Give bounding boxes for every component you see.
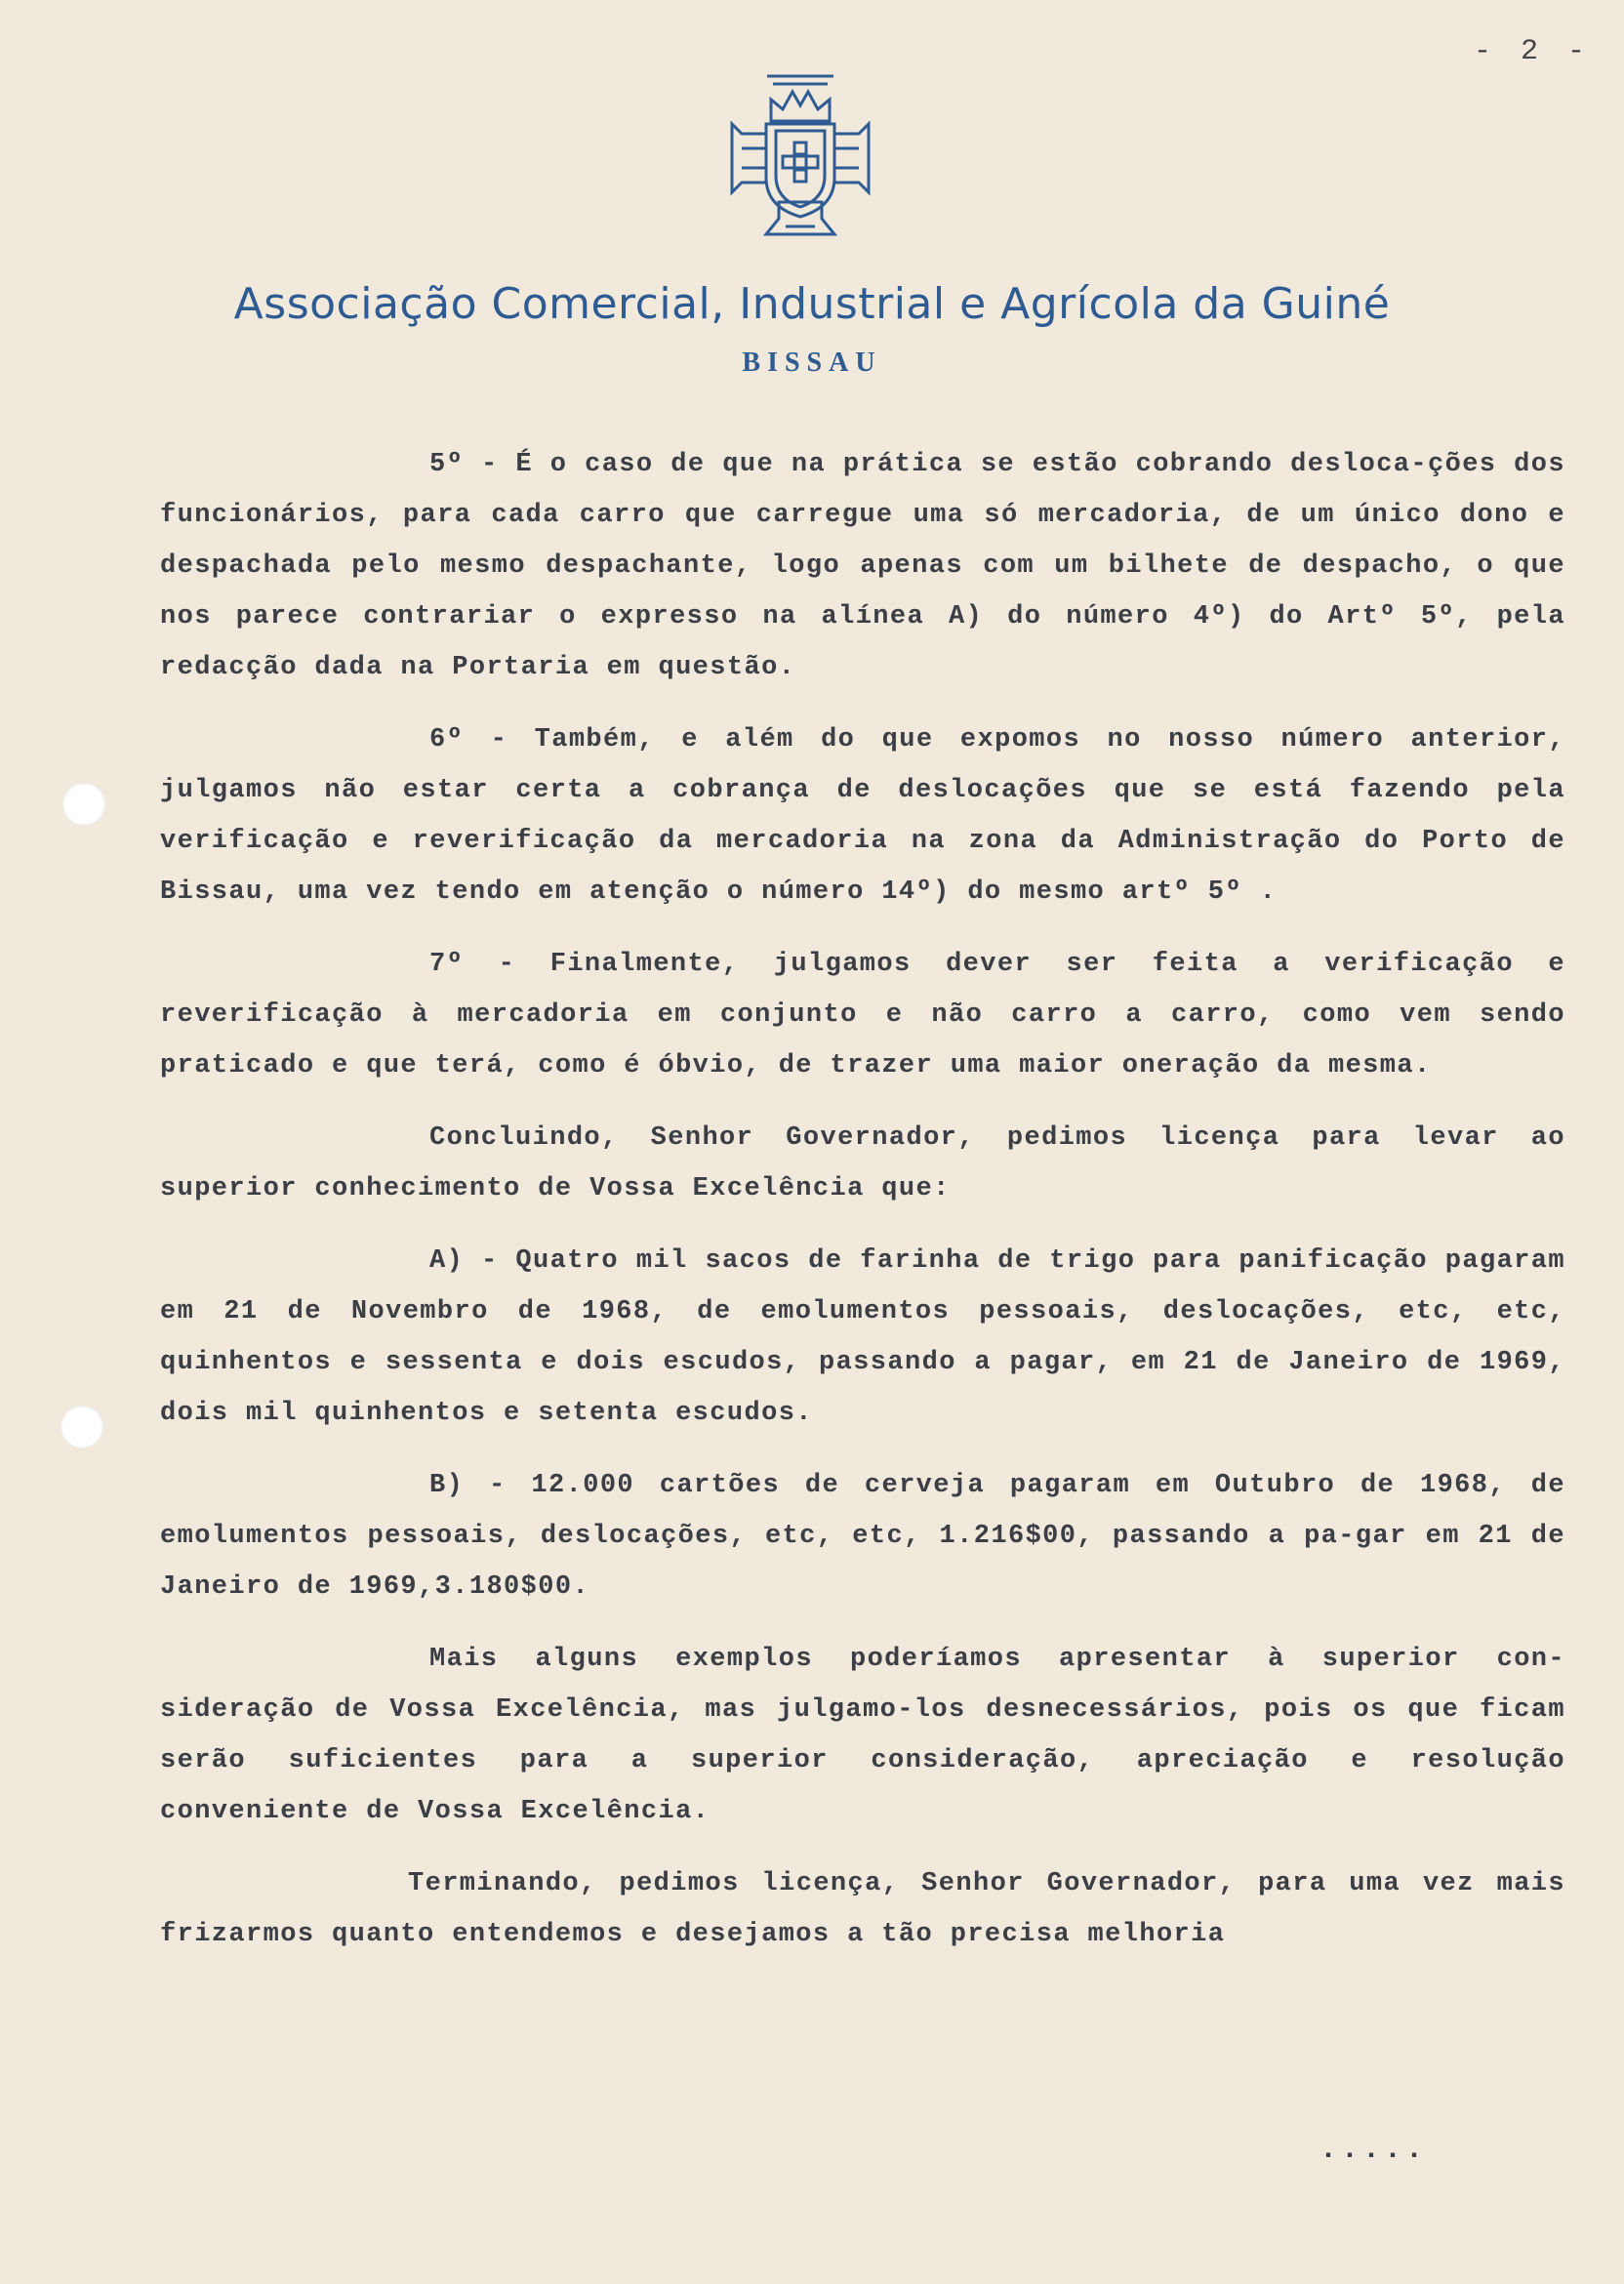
paragraph-item-7: 7º - Finalmente, julgamos dever ser feita a verificação e reverificação à mercadoria em conjunto e não carro a carro, como vem sendo praticado e que terá, como é óbvio, de trazer uma maior oneração da mesma. xyxy=(160,950,1565,1081)
punch-hole xyxy=(62,783,105,826)
punch-hole xyxy=(61,1406,103,1448)
paragraph-more-examples: Mais alguns exemplos poderíamos apresentar à superior con-sideração de Vossa Excelência, mas julgamo-los desnecessários, pois os que ficam serão suficientes para a superior consideração, apreciação e resolução conveniente de Vossa Excelência. xyxy=(160,1645,1565,1826)
paragraph-item-6: 6º - Também, e além do que expomos no nosso número anterior, julgamos não estar certa a cobrança de deslocações que se está fazendo pela verificação e reverificação da mercadoria na zona da Administração do Porto de Bissau, uma vez tendo em atenção o número 14º) do mesmo artº 5º . xyxy=(160,725,1565,907)
organization-city: BISSAU xyxy=(742,347,882,378)
paragraph-closing: Terminando, pedimos licença, Senhor Governador, para uma vez mais frizarmos quanto entendemos e desejamos a tão precisa melhoria xyxy=(160,1869,1565,1949)
page-number: - 2 - xyxy=(1474,35,1592,68)
paragraph-item-5: 5º - É o caso de que na prática se estão cobrando desloca-ções dos funcionários, para cada carro que carregue uma só mercadoria, de um único dono e despachada pelo mesmo despachante, logo apenas com um bilhete de despacho, o que nos parece contrariar o expresso na alínea A) do número 4º) do Artº 5º, pela redacção dada na Portaria em questão. xyxy=(160,450,1565,682)
continuation-dots: ..... xyxy=(1320,2134,1428,2167)
paragraph-conclusion: Concluindo, Senhor Governador, pedimos licença para levar ao superior conhecimento de Vossa Excelência que: xyxy=(160,1123,1565,1203)
coat-of-arms-icon xyxy=(712,70,888,246)
paragraph-example-b: B) - 12.000 cartões de cerveja pagaram em Outubro de 1968, de emolumentos pessoais, deslocações, etc, etc, 1.216$00, passando a pa-gar em 21 de Janeiro de 1969,3.180$00. xyxy=(160,1471,1565,1602)
organization-name: Associação Comercial, Industrial e Agrícola da Guiné xyxy=(233,279,1391,329)
letter-body xyxy=(160,439,1565,1981)
paragraph-example-a: A) - Quatro mil sacos de farinha de trigo para panificação pagaram em 21 de Novembro de 1968, de emolumentos pessoais, deslocações, etc, etc, quinhentos e sessenta e dois escudos, passando a pagar, em 21 de Janeiro de 1969, dois mil quinhentos e setenta escudos. xyxy=(160,1246,1565,1428)
